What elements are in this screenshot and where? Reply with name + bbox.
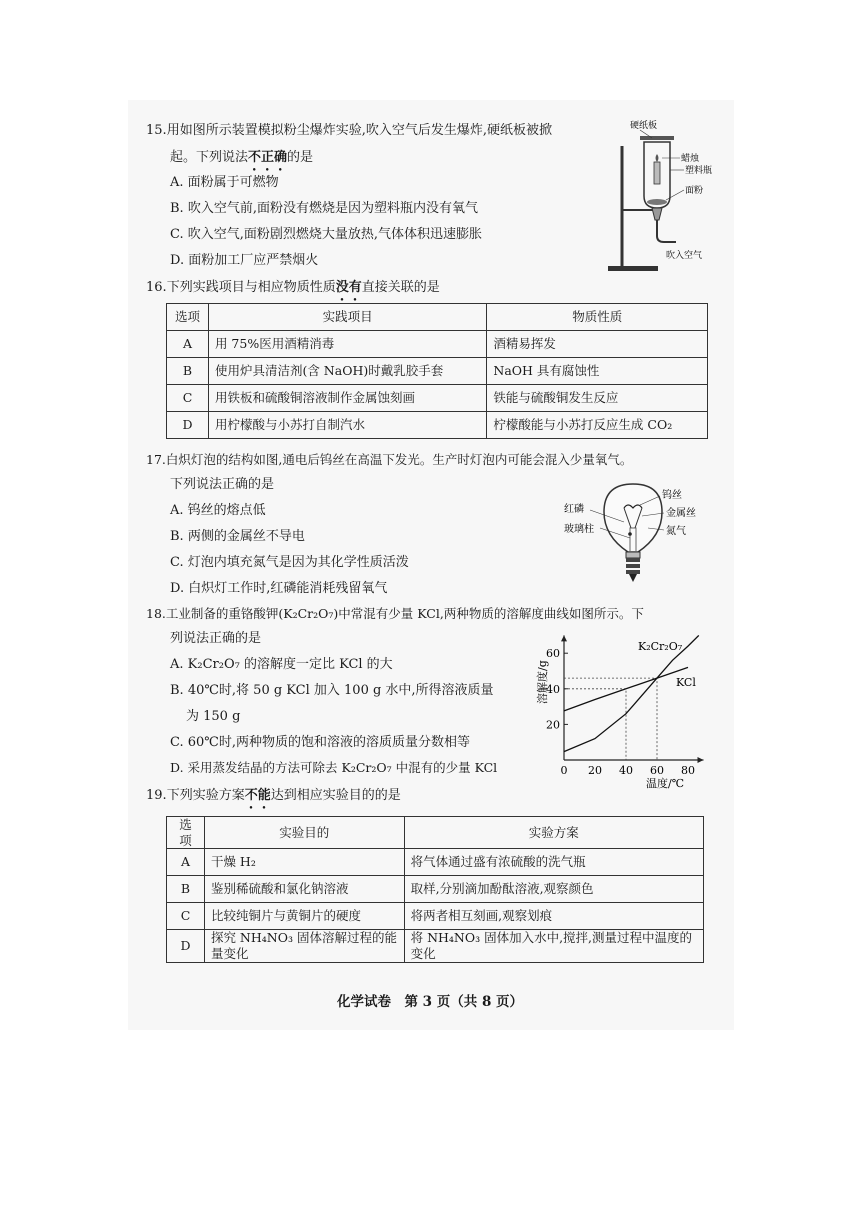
q15-emphasis: 不正确 [248,150,288,165]
q17-option-d: D. 白炽灯工作时,红磷能消耗残留氧气 [170,581,388,596]
table-cell: B [167,876,205,903]
table-cell: 鉴别稀硫酸和氯化钠溶液 [204,876,404,903]
q15-stem-line1 [146,124,552,137]
q17-stem-text: 白炽灯泡的结构如图,通电后钨丝在高温下发光。生产时灯泡内可能会混入少量氧气。 [165,452,633,467]
table-cell: 使用炉具清洁剂(含 NaOH)时戴乳胶手套 [208,358,486,385]
x-tick-label: 40 [619,764,633,777]
q18-option-c: C. 60℃时,两种物质的饱和溶液的溶质质量分数相等 [170,735,470,750]
x-tick-label: 60 [650,764,664,777]
x-tick-label: 80 [681,764,695,777]
q19-stem-post: 达到相应实验目的的是 [270,788,401,803]
table-cell: A [167,849,205,876]
label-blow-air: 吹入空气 [666,251,703,261]
q19-table [166,816,704,963]
q16-stem-pre: 下列实践项目与相应物质性质 [166,280,336,295]
table-header-row [167,304,708,331]
header-cell: 选项 [167,817,205,849]
q15-number: 15. [146,123,167,138]
table-row [167,849,704,876]
guide-line [564,678,657,760]
q18-option-b-cont: 为 150 g [186,709,241,724]
q16-emphasis: 没有 [335,280,362,295]
q18-number: 18. [146,606,166,621]
solubility-chart [528,626,724,792]
table-cell: C [167,903,205,930]
y-tick-label: 60 [546,647,560,661]
y-tick-label: 20 [546,718,560,732]
q18-stem-line1 [146,608,644,621]
table-cell: 将两者相互刻画,观察划痕 [404,903,703,930]
table-cell: 柠檬酸能与小苏打反应生成 CO₂ [487,412,708,439]
q19-number: 19. [146,788,167,803]
q19-emphasis: 不能 [244,788,271,803]
label-tungsten: 钨丝 [662,490,682,501]
header-cell: 物质性质 [487,304,708,331]
x-axis-label: 温度/℃ [646,777,685,790]
q15-stem-text: 用如图所示装置模拟粉尘爆炸实验,吹入空气后发生爆炸,硬纸板被掀 [166,123,552,138]
q17-stem-line2: 下列说法正确的是 [170,477,275,492]
series-label-k2cr2o7: K₂Cr₂O₇ [638,640,683,653]
series-label-kcl: KCl [676,676,696,689]
label-plastic-bottle: 塑料瓶 [685,166,713,176]
table-cell: 取样,分别滴加酚酞溶液,观察颜色 [404,876,703,903]
q16-stem [146,280,440,304]
table-cell: D [167,412,209,439]
q18-stem-line2: 列说法正确的是 [170,631,262,646]
q17-stem-line1 [146,454,632,467]
label-nitrogen: 氮气 [666,526,686,537]
table-cell: B [167,358,209,385]
q15-option-b: B. 吹入空气前,面粉没有燃烧是因为塑料瓶内没有氧气 [170,201,478,216]
q18-option-a: A. K₂Cr₂O₇ 的溶解度一定比 KCl 的大 [170,657,393,672]
table-cell: A [167,331,209,358]
table-row [167,331,708,358]
q17-option-a: A. 钨丝的熔点低 [170,503,266,518]
table-row [167,876,704,903]
table-row [167,385,708,412]
header-cell: 实验方案 [404,817,703,849]
q19-stem-pre: 下列实验方案 [166,788,245,803]
q17-option-b: B. 两侧的金属丝不导电 [170,529,305,544]
table-cell: 干燥 H₂ [204,849,404,876]
label-candle: 蜡烛 [681,154,700,164]
table-cell: 用柠檬酸与小苏打自制汽水 [208,412,486,439]
label-glass-stem: 玻璃柱 [564,524,594,535]
x-tick-label: 20 [588,764,602,777]
table-cell: 用 75%医用酒精消毒 [208,331,486,358]
q16-stem-post: 直接关联的是 [361,280,440,295]
q18-option-b: B. 40℃时,将 50 g KCl 加入 100 g 水中,所得溶液质量 [170,683,494,698]
y-axis-arrow [561,635,567,641]
label-red-phosphorus: 红磷 [564,504,584,515]
q15-stem-pre: 起。下列说法 [170,150,249,165]
table-cell: C [167,385,209,412]
table-row [167,412,708,439]
page-footer: 化学试卷 第 3 页（共 8 页） [336,994,524,1010]
table-cell: 比较纯铜片与黄铜片的硬度 [204,903,404,930]
label-cardboard: 硬纸板 [630,121,658,131]
table-cell: 将 NH₄NO₃ 固体加入水中,搅拌,测量过程中温度的变化 [404,930,703,962]
table-cell: NaOH 具有腐蚀性 [487,358,708,385]
table-cell: 探究 NH₄NO₃ 固体溶解过程的能量变化 [204,930,404,962]
q15-option-a: A. 面粉属于可燃物 [170,175,279,190]
q16-table [166,303,708,439]
q18-option-d: D. 采用蒸发结晶的方法可除去 K₂Cr₂O₇ 中混有的少量 KCl [170,760,498,775]
header-cell: 选项 [167,304,209,331]
table-cell: 酒精易挥发 [487,331,708,358]
q18-stem-text: 工业制备的重铬酸钾(K₂Cr₂O₇)中常混有少量 KCl,两种物质的溶解度曲线如图所示。下 [165,606,644,621]
table-row [167,903,704,930]
header-cell: 实践项目 [208,304,486,331]
x-axis-arrow [698,757,704,763]
label-metal-wire: 金属丝 [666,508,696,519]
q19-stem [146,788,401,812]
light-bulb-figure [560,472,710,590]
table-row [167,358,708,385]
y-tick-label: 40 [546,682,560,696]
q17-number: 17. [146,452,166,467]
table-cell: D [167,930,205,962]
q17-option-c: C. 灯泡内填充氮气是因为其化学性质活泼 [170,555,409,570]
q15-option-d: D. 面粉加工厂应严禁烟火 [170,253,319,268]
label-flour: 面粉 [685,186,704,196]
table-cell: 用铁板和硫酸铜溶液制作金属蚀刻画 [208,385,486,412]
dust-explosion-apparatus-figure [600,116,730,276]
y-axis-label: 溶解度/g [536,660,549,704]
table-cell: 铁能与硫酸铜发生反应 [487,385,708,412]
table-row [167,930,704,962]
x-tick-label: 0 [560,764,568,777]
q15-option-c: C. 吹入空气,面粉剧烈燃烧大量放热,气体体积迅速膨胀 [170,227,483,242]
q16-number: 16. [146,280,167,295]
q15-stem-line2 [170,150,313,174]
table-header-row [167,817,704,849]
table-cell: 将气体通过盛有浓硫酸的洗气瓶 [404,849,703,876]
header-cell: 实验目的 [204,817,404,849]
q15-stem-post: 的是 [287,150,314,165]
